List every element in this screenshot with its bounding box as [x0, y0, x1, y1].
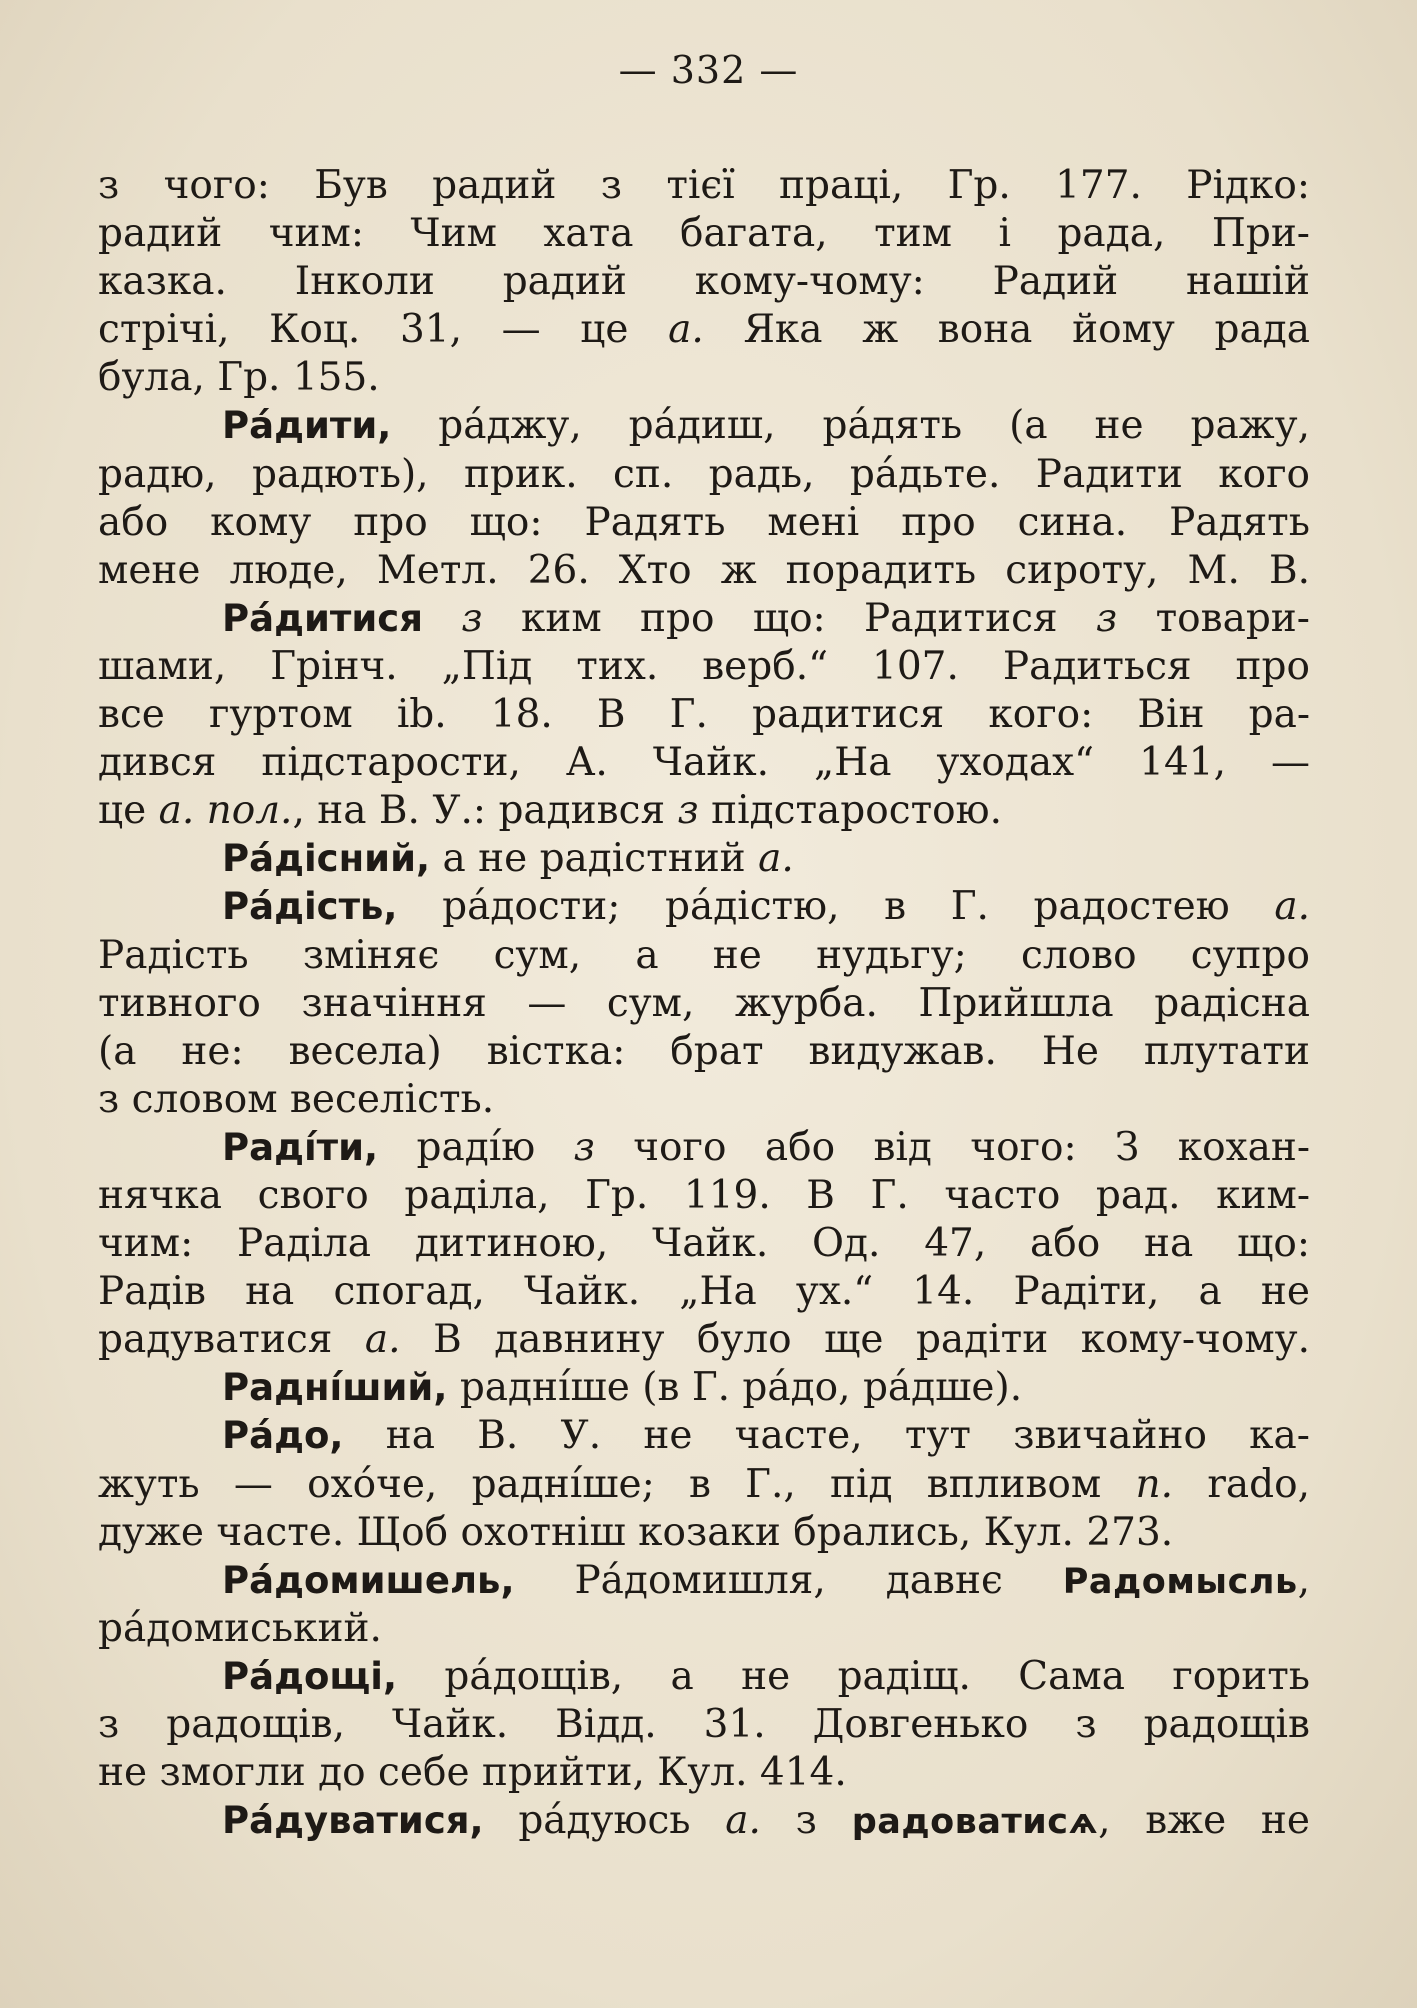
text-line	[98, 547, 1310, 595]
text-segment: Яка ж вона йому рада	[703, 307, 1310, 353]
text-segment: підстаростою.	[698, 788, 1002, 834]
text-segment: Радів на спогад, Чайк. „На ух.“ 14. Радіти, а не	[98, 1269, 1310, 1315]
text-line	[98, 354, 1310, 402]
text-line	[98, 643, 1310, 691]
text-line	[98, 1268, 1310, 1316]
text-segment: дуже часте. Щоб охотніш козаки брались, Кул. 273.	[98, 1509, 1174, 1555]
text-line	[98, 1316, 1310, 1364]
text-segment: не змогли до себе прийти, Кул. 414.	[98, 1750, 847, 1796]
text-segment: радий чим: Чим хата багата, тим і рада, При-	[98, 211, 1310, 257]
headword: Ра́домишель,	[222, 1558, 515, 1602]
text-line	[98, 932, 1310, 980]
headword: Ра́дити,	[222, 404, 392, 448]
text-line	[98, 499, 1310, 547]
text-segment: rado,	[1173, 1461, 1310, 1507]
headword: Радні́ший,	[222, 1366, 448, 1410]
text-line	[98, 883, 1310, 931]
text-line	[98, 595, 1310, 643]
text-segment: В давнину було ще радіти кому-чому.	[400, 1317, 1310, 1363]
text-segment: (а не: весела) вістка: брат видужав. Не плутати	[98, 1028, 1310, 1074]
italic-abbrev: з	[677, 788, 699, 834]
italic-abbrev: з	[461, 595, 483, 641]
old-script-word: радоватисѧ	[851, 1802, 1099, 1843]
text-segment: а не радістний	[430, 836, 759, 882]
text-segment: ра́дости; ра́дістю, в Г. радостею	[397, 884, 1275, 930]
text-segment: радю, радють), прик. сп. радь, ра́дьте. Радити кого	[98, 451, 1310, 497]
text-segment: ким про що: Радитися	[482, 595, 1096, 641]
text-line	[98, 1364, 1310, 1412]
text-segment: ра́дуюсь	[483, 1798, 726, 1844]
italic-abbrev: а.	[668, 307, 704, 353]
text-line	[98, 835, 1310, 883]
text-line	[98, 402, 1310, 450]
text-line	[98, 1509, 1310, 1557]
text-line	[98, 210, 1310, 258]
text-segment: , на В. У.: радився	[292, 788, 678, 834]
text-segment: Радість зміняє сум, а не нудьгу; слово супро	[98, 932, 1310, 978]
text-line	[98, 451, 1310, 499]
text-segment: на В. У. не часте, тут звичайно ка-	[343, 1413, 1310, 1459]
italic-abbrev: з	[573, 1124, 595, 1170]
text-segment: шами, Грінч. „Під тих. верб.“ 107. Радиться про	[98, 643, 1310, 689]
text-line	[98, 306, 1310, 354]
text-line	[98, 1028, 1310, 1076]
text-segment: або кому про що: Радять мені про сина. Радять	[98, 499, 1310, 545]
text-segment: з словом веселість.	[98, 1076, 495, 1122]
text-line	[98, 1412, 1310, 1460]
text-line	[98, 980, 1310, 1028]
text-segment: радуватися	[98, 1317, 365, 1363]
text-segment: чого або від чого: З кохан-	[594, 1124, 1310, 1170]
italic-abbrev: з	[1095, 595, 1118, 641]
italic-abbrev: а.	[364, 1317, 401, 1363]
headword: Раді́ти,	[222, 1125, 379, 1169]
text-segment: з радощів, Чайк. Відд. 31. Довгенько з радощів	[98, 1702, 1310, 1747]
text-segment: раді́ю	[378, 1124, 574, 1170]
headword: Ра́дість,	[222, 885, 398, 929]
text-line	[98, 1220, 1310, 1268]
text-segment: це	[98, 788, 159, 834]
text-segment: ,	[1297, 1557, 1310, 1603]
italic-abbrev: а.	[758, 836, 794, 882]
text-segment: нячка свого раділа, Гр. 119. В Г. часто рад. ким-	[98, 1172, 1310, 1218]
text-segment: радні́ше (в Г. ра́до, ра́дше).	[447, 1365, 1023, 1411]
text-segment: Ра́домишля, давнє	[514, 1557, 1063, 1603]
text-segment: , вже не	[1098, 1798, 1310, 1844]
page-number: — 332 —	[618, 48, 799, 92]
text-line	[98, 258, 1310, 306]
headword: Ра́дитися	[222, 596, 423, 640]
italic-abbrev: а.	[725, 1798, 761, 1844]
text-line	[98, 691, 1310, 739]
text-segment: все гуртом ib. 18. В Г. радитися кого: Він ра-	[98, 692, 1310, 738]
text-line	[98, 1749, 1310, 1797]
text-line	[98, 787, 1310, 835]
headword: Ра́до,	[222, 1414, 344, 1458]
text-segment: казка. Інколи радий кому-чому: Радий нашій	[98, 259, 1310, 305]
text-segment: товари-	[1117, 595, 1310, 641]
headword: Ра́дісний,	[222, 837, 431, 881]
text-line	[98, 1124, 1310, 1172]
text-segment: ра́домиський.	[98, 1605, 382, 1651]
italic-abbrev: а. пол.	[158, 788, 293, 834]
text-line	[98, 1557, 1310, 1605]
text-segment	[423, 596, 461, 641]
text-line	[98, 1701, 1310, 1749]
text-line	[98, 1076, 1310, 1124]
text-line	[98, 1461, 1310, 1509]
text-segment: стрічі, Коц. 31, — це	[98, 307, 669, 353]
text-line	[98, 1605, 1310, 1653]
text-segment: тивного значіння — сум, журба. Прийшла радісна	[98, 980, 1310, 1026]
headword: Ра́дощі,	[222, 1654, 398, 1698]
text-segment: чим: Раділа дитиною, Чайк. Од. 47, або на що:	[98, 1221, 1310, 1267]
text-line	[98, 1172, 1310, 1220]
italic-abbrev: п.	[1135, 1461, 1174, 1507]
text-line	[98, 162, 1310, 210]
text-line	[98, 1653, 1310, 1701]
text-segment: жуть — охо́че, радні́ше; в Г., під впливом	[98, 1461, 1136, 1507]
text-line	[98, 1797, 1310, 1845]
text-segment: з чого: Був радий з тієї праці, Гр. 177. Рідко:	[98, 163, 1310, 208]
text-segment: була, Гр. 155.	[98, 355, 380, 401]
text-segment: з	[760, 1798, 852, 1844]
text-segment: ра́джу, ра́диш, ра́дять (а не ражу,	[391, 403, 1310, 449]
text-segment: дився підстарости, А. Чайк. „На уходах“ 141, —	[98, 740, 1310, 786]
text-segment: ра́дощів, а не радіщ. Сама горить	[397, 1653, 1310, 1699]
headword: Ра́дуватися,	[222, 1799, 484, 1843]
text-segment: мене люде, Метл. 26. Хто ж порадить сироту, М. В.	[98, 547, 1310, 593]
text-line	[98, 739, 1310, 787]
italic-abbrev: а.	[1274, 884, 1310, 930]
dictionary-text	[98, 162, 1310, 1845]
old-script-word: Радомысль	[1062, 1561, 1298, 1602]
